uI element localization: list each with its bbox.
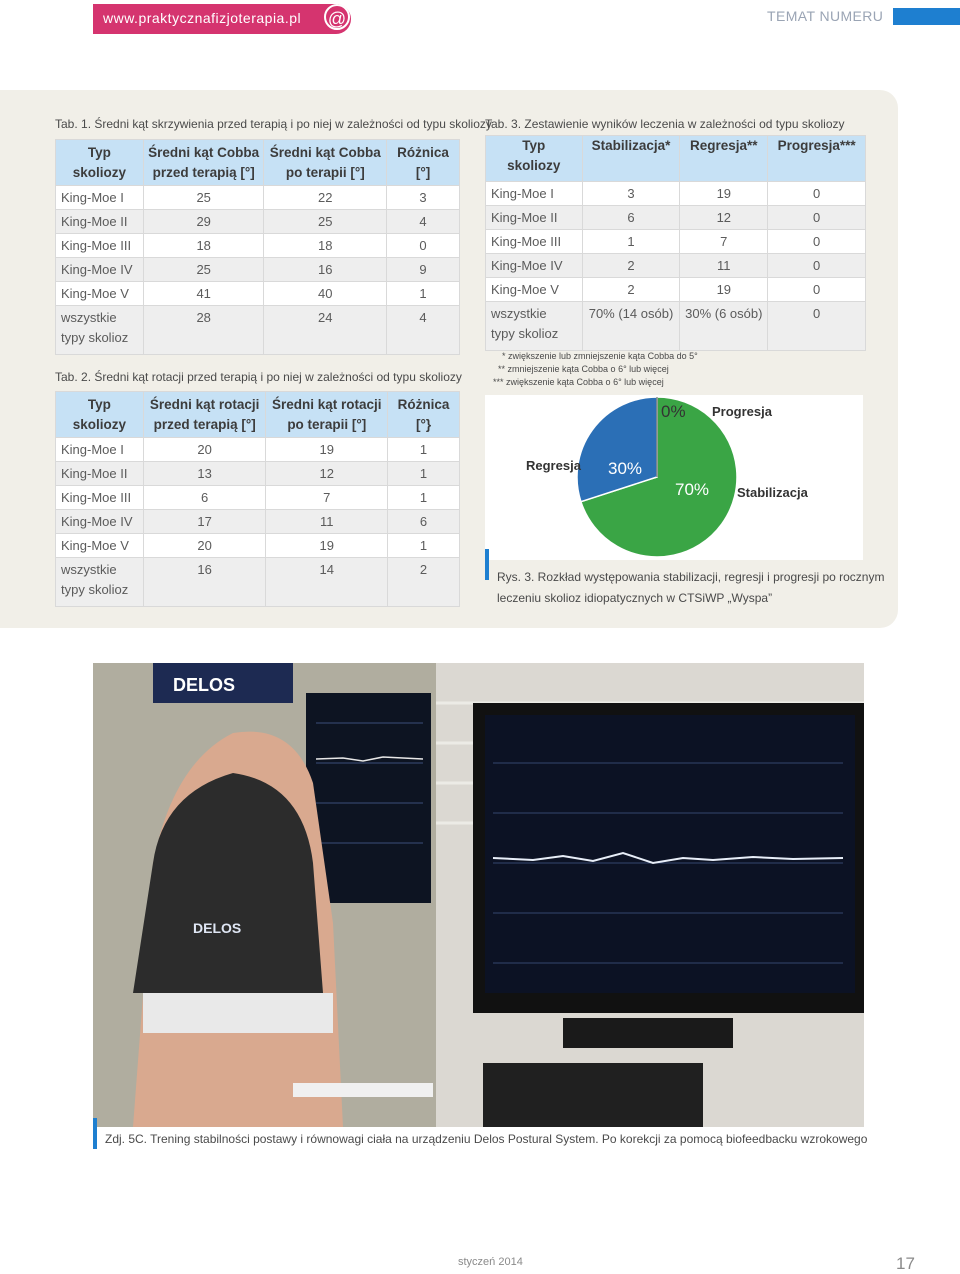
table-row: King-Moe IV 17 11 6 <box>56 510 460 534</box>
table-row: King-Moe I 3 19 0 <box>486 182 866 206</box>
pie-chart-box <box>485 395 863 560</box>
section-color-bar <box>893 8 960 25</box>
tab1-header-type: Typ skoliozy <box>56 140 144 186</box>
tab1-header-before: Średni kąt Cobba przed terapią [°] <box>143 140 264 186</box>
table-row: King-Moe I 25 22 3 <box>56 186 460 210</box>
legend-label-progresja: Progresja <box>712 404 772 419</box>
table-row: wszystkie typy skolioz 16 14 2 <box>56 558 460 607</box>
tab2-table <box>55 391 460 607</box>
data-label-progresja: 0% <box>661 402 686 421</box>
tab2-caption: Tab. 2. Średni kąt rotacji przed terapią i po niej w zależności od typu skoliozy <box>55 370 462 384</box>
website-url[interactable]: www.praktycznafizjoterapia.pl <box>103 10 302 26</box>
data-label-regresja: 30% <box>608 459 643 478</box>
tab2-header-after: Średni kąt rotacji po terapii [°] <box>266 392 388 438</box>
table-row: King-Moe III 18 18 0 <box>56 234 460 258</box>
fig3-caption: Rys. 3. Rozkład występowania stabilizacji, regresji i progresji po rocznym leczeniu skolioz idiopatycznych w CTSiWP „Wyspa” <box>497 570 885 605</box>
tab3-header-stabilizacja: Stabilizacja* <box>582 136 680 182</box>
photo-caption: Zdj. 5C. Trening stabilności postawy i równowagi ciała na urządzeniu Delos Postural System. Po korekcji za pomocą biofeedbacku wzrokowego <box>105 1132 868 1146</box>
tab3-table <box>485 135 866 351</box>
tab3-header-regresja: Regresja** <box>680 136 768 182</box>
tab3-header-progresja: Progresja*** <box>768 136 866 182</box>
photo-caption-accent-bar <box>93 1118 97 1149</box>
table-row: King-Moe II 29 25 4 <box>56 210 460 234</box>
delos-headband-logo: DELOS <box>173 675 236 695</box>
table-row: King-Moe II 6 12 0 <box>486 206 866 230</box>
tab1-header-after: Średni kąt Cobba po terapii [°] <box>264 140 387 186</box>
table-row: wszystkie typy skolioz 70% (14 osób) 30% (6 osób) 0 <box>486 302 866 351</box>
at-icon: @ <box>324 4 350 30</box>
tab3-notes: * zwiększenie lub zmniejszenie kąta Cobba do 5° ** zmniejszenie kąta Cobba o 6° lub więcej *** zwiększenie kąta Cobba o 6° lub więcej <box>493 351 698 387</box>
footer-date: styczeń 2014 <box>458 1256 523 1268</box>
legend-label-regresja: Regresja <box>526 458 581 473</box>
caption-accent-bar <box>485 549 489 580</box>
tab2-header-diff: Różnica [°} <box>388 392 460 438</box>
photo-delos-training <box>93 663 864 1127</box>
delos-vest-logo: DELOS <box>193 920 242 936</box>
tab1-caption: Tab. 1. Średni kąt skrzywienia przed terapią i po niej w zależności od typu skoliozy <box>55 117 492 131</box>
data-label-stabilizacja: 70% <box>675 480 710 499</box>
table-row: King-Moe IV 25 16 9 <box>56 258 460 282</box>
table-row: King-Moe V 20 19 1 <box>56 534 460 558</box>
table-row: King-Moe V 2 19 0 <box>486 278 866 302</box>
table-row: King-Moe I 20 19 1 <box>56 438 460 462</box>
tab1-header-diff: Różnica [°] <box>387 140 460 186</box>
section-label: TEMAT NUMERU <box>767 8 884 24</box>
tab3-header-type: Typ skoliozy <box>486 136 583 182</box>
table-row: King-Moe III 1 7 0 <box>486 230 866 254</box>
table-row: King-Moe V 41 40 1 <box>56 282 460 306</box>
tab2-header-before: Średni kąt rotacji przed terapią [°] <box>143 392 266 438</box>
tab1-table <box>55 139 460 355</box>
table-row: King-Moe III 6 7 1 <box>56 486 460 510</box>
tab2-header-type: Typ skoliozy <box>56 392 144 438</box>
table-row: King-Moe IV 2 11 0 <box>486 254 866 278</box>
tab3-caption: Tab. 3. Zestawienie wyników leczenia w zależności od typu skoliozy <box>485 117 845 131</box>
table-row: wszystkie typy skolioz 28 24 4 <box>56 306 460 355</box>
table-row: King-Moe II 13 12 1 <box>56 462 460 486</box>
legend-label-stabilizacja: Stabilizacja <box>737 485 808 500</box>
page-number: 17 <box>896 1254 915 1273</box>
